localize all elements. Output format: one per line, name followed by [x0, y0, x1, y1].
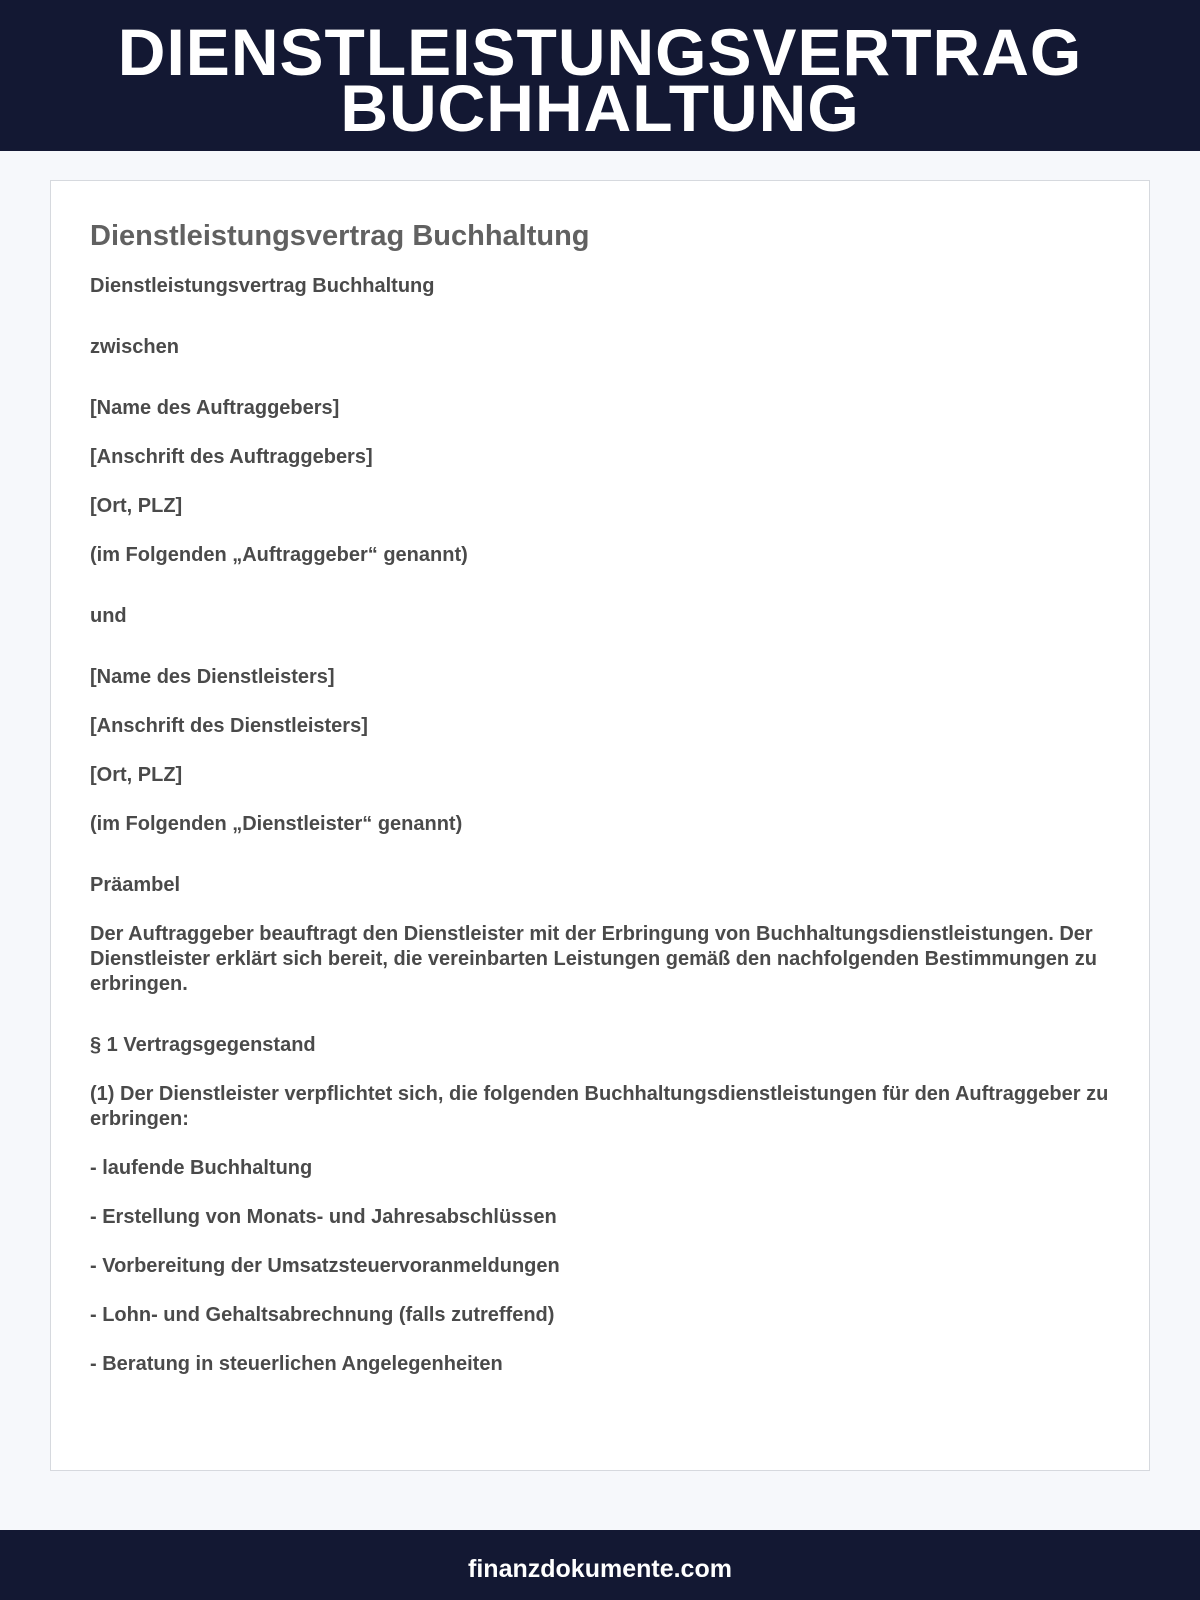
provider-city-placeholder: [Ort, PLZ]	[90, 764, 183, 786]
document-heading: Dienstleistungsvertrag Buchhaltung	[90, 220, 590, 252]
provider-designation: (im Folgenden „Dienstleister“ genannt)	[90, 813, 463, 835]
and-line: und	[90, 605, 127, 627]
contract-title-line: Dienstleistungsvertrag Buchhaltung	[90, 275, 435, 297]
client-designation: (im Folgenden „Auftraggeber“ genannt)	[90, 544, 468, 566]
document-card	[50, 180, 1150, 1471]
footer-site-name: finanzdokumente.com	[468, 1555, 732, 1583]
between-line: zwischen	[90, 336, 179, 358]
client-city-placeholder: [Ort, PLZ]	[90, 495, 183, 517]
service-list-item: - laufende Buchhaltung	[90, 1157, 313, 1179]
section-1-paragraph-1: (1) Der Dienstleister verpflichtet sich, die folgenden Buchhaltungsdienstleistungen für den Auftraggeber zu erbringen:	[90, 1083, 1109, 1130]
banner-title-line-1: DIENSTLEISTUNGSVERTRAG	[117, 15, 1083, 89]
provider-address-placeholder: [Anschrift des Dienstleisters]	[90, 715, 368, 737]
provider-name-placeholder: [Name des Dienstleisters]	[90, 666, 335, 688]
preamble-heading: Präambel	[90, 874, 181, 896]
banner-title-line-2: BUCHHALTUNG	[340, 71, 860, 145]
bottom-banner	[0, 1530, 1200, 1600]
preamble-text: Der Auftraggeber beauftragt den Dienstleister mit der Erbringung von Buchhaltungsdienstleistungen. Der Dienstleister erklärt sich bereit, die vereinbarten Leistungen gemäß den nachfolgenden Bestimmungen zu erbringen.	[90, 923, 1097, 995]
top-banner	[0, 0, 1200, 151]
client-name-placeholder: [Name des Auftraggebers]	[90, 397, 340, 419]
section-1-heading: § 1 Vertragsgegenstand	[90, 1034, 316, 1056]
client-address-placeholder: [Anschrift des Auftraggebers]	[90, 446, 373, 468]
service-list-item: - Vorbereitung der Umsatzsteuervoranmeldungen	[90, 1255, 560, 1277]
service-list-item: - Beratung in steuerlichen Angelegenheiten	[90, 1353, 503, 1375]
service-list-item: - Erstellung von Monats- und Jahresabschlüssen	[90, 1206, 557, 1228]
document-body	[90, 274, 1110, 1377]
service-list-item: - Lohn- und Gehaltsabrechnung (falls zutreffend)	[90, 1304, 555, 1326]
